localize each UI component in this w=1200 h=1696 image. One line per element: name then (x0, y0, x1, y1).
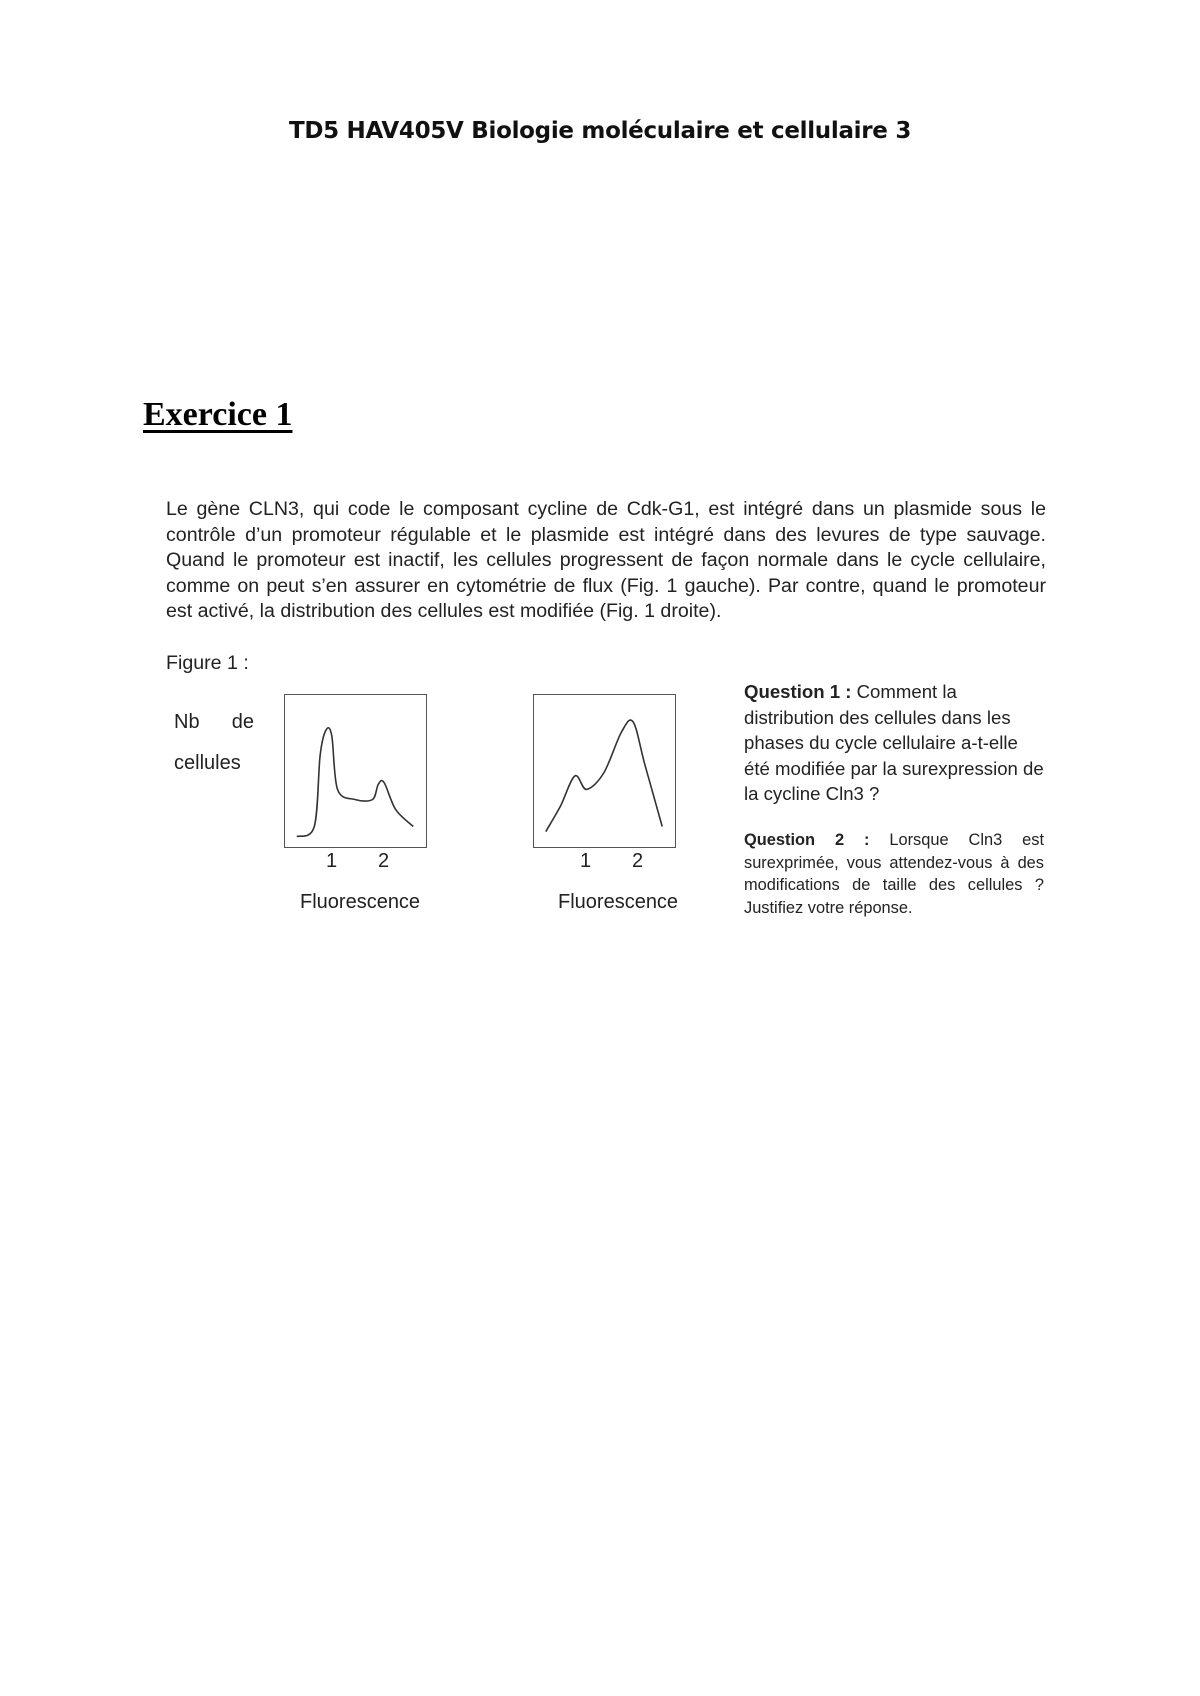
question-1 (744, 679, 1044, 807)
right-x-tick-1: 1 (580, 850, 592, 872)
histogram-right-panel (533, 694, 676, 848)
y-axis-label (174, 702, 254, 784)
figure-label: Figure 1 : (166, 652, 249, 674)
document-title: TD5 HAV405V Biologie moléculaire et cellulaire 3 (288, 118, 912, 144)
question-1-label: Question 1 : (744, 681, 852, 702)
intro-paragraph: Le gène CLN3, qui code le composant cycline de Cdk-G1, est intégré dans un plasmide sous le contrôle d’un promoteur régulable et le plasmide est intégré dans des levures de type sauvage. Quand le promoteur est inactif, les cellules progressent de façon normale dans le cycle cellulaire, comme on peut s’en assurer en cytométrie de flux (Fig. 1 gauche). Par contre, quand le promoteur est activé, la distribution des cellules est modifiée (Fig. 1 droite). (166, 498, 1046, 622)
question-2-text: Lorsque Cln3 est surexprimée, vous attendez-vous à des modifications de taille des cellules ? Justifiez votre réponse. (744, 831, 1044, 917)
y-axis-label-word-3: cellules (174, 752, 241, 774)
right-x-tick-2: 2 (632, 850, 644, 872)
left-x-axis-label: Fluorescence (300, 891, 421, 913)
histogram-left-panel (284, 694, 427, 848)
y-axis-label-word-1: Nb (174, 711, 200, 733)
histogram-curve-left (297, 728, 413, 837)
exercise-heading: Exercice 1 (143, 396, 293, 433)
histogram-right-svg (534, 695, 674, 846)
left-x-tick-1: 1 (326, 850, 338, 872)
y-axis-label-word-2: de (231, 711, 254, 733)
histogram-curve-right (546, 720, 662, 832)
left-x-tick-2: 2 (378, 850, 390, 872)
question-2 (744, 829, 1044, 919)
question-2-label: Question 2 : (744, 831, 870, 849)
histogram-left-svg (285, 695, 425, 846)
right-x-axis-label: Fluorescence (558, 891, 679, 913)
question-1-text: Comment la distribution des cellules dans les phases du cycle cellulaire a-t-elle été modifiée par la surexpression de la cycline Cln3 ? (744, 681, 1044, 804)
